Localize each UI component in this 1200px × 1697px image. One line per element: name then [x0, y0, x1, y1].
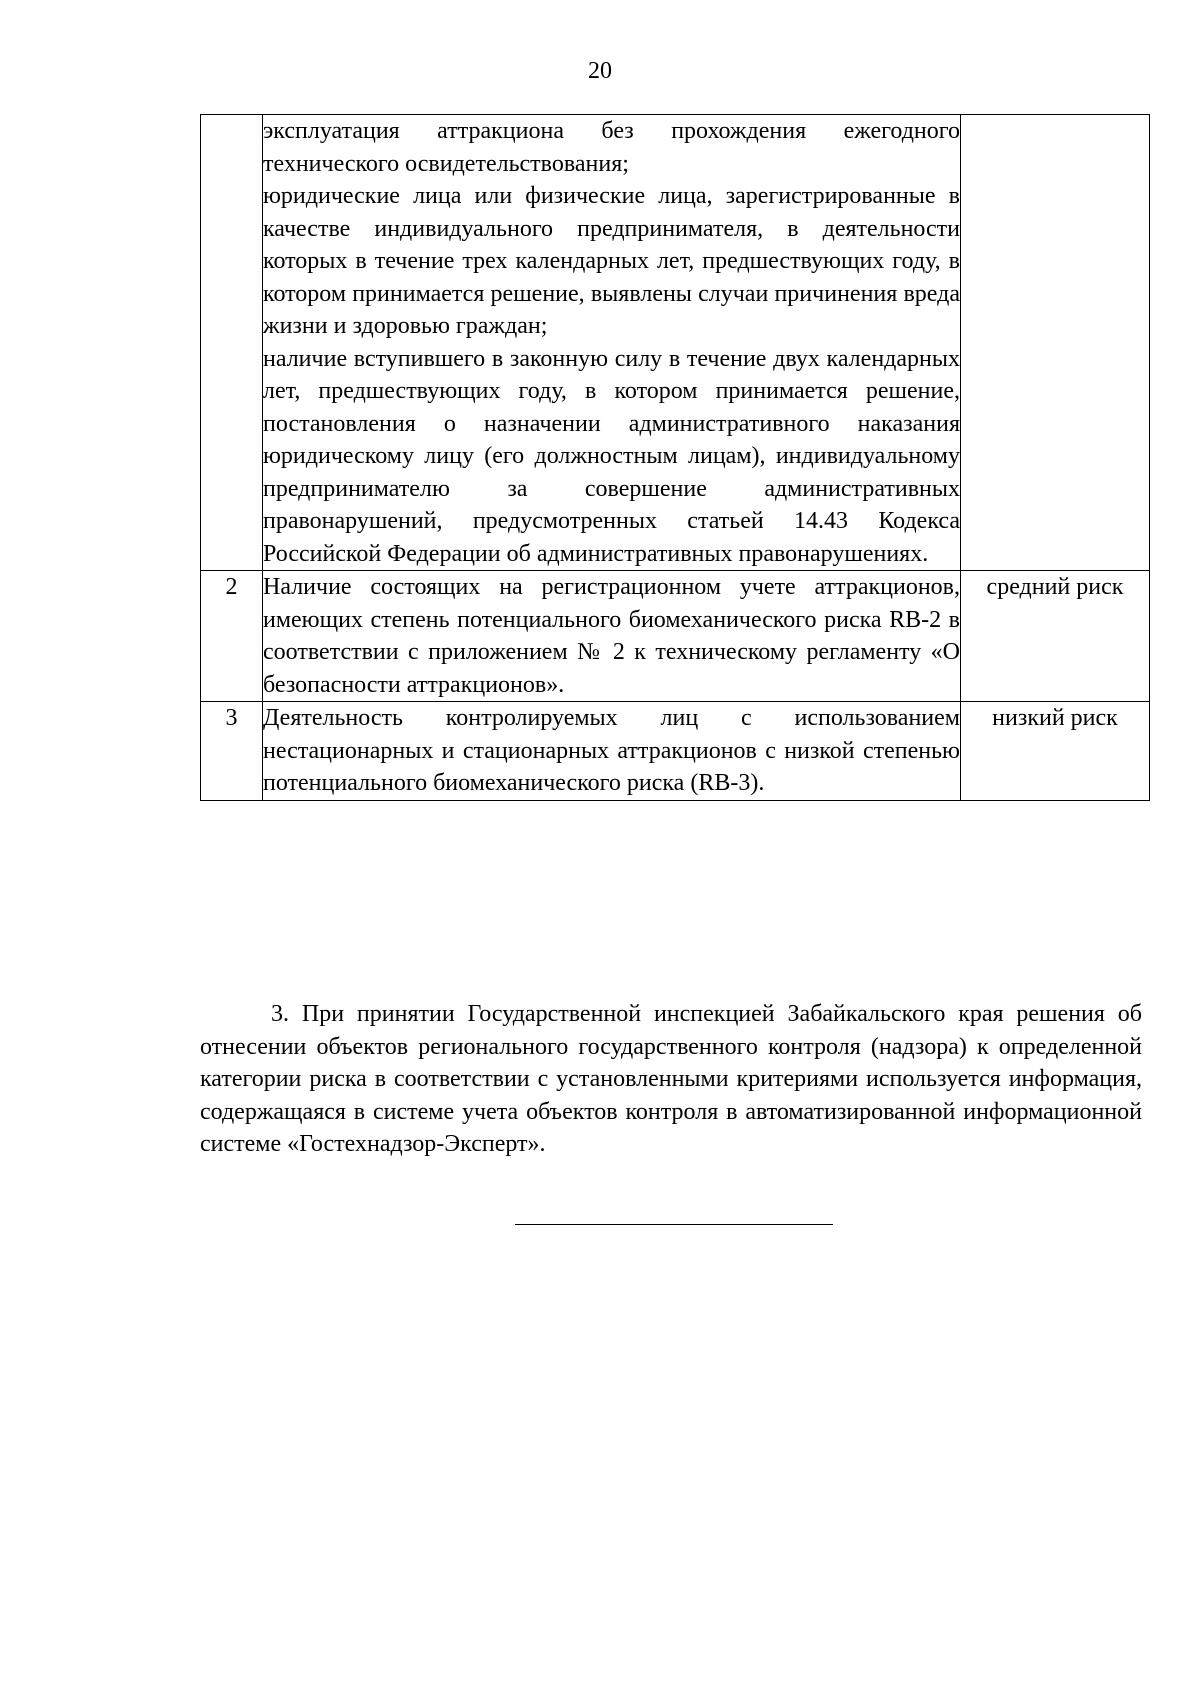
- criteria-paragraph: Деятельность контролируемых лиц с использованием нестационарных и стационарных аттракционов с низкой степенью потенциального биомеханического риска (RB-3).: [263, 705, 960, 796]
- criteria-paragraph: эксплуатация аттракциона без прохождения ежегодного технического освидетельствования;: [263, 118, 960, 177]
- table-row: [201, 571, 1150, 702]
- table-row: [201, 115, 1150, 571]
- row-number-cell: [201, 115, 263, 571]
- row-number-cell: 3: [201, 702, 263, 801]
- risk-category-cell: [961, 115, 1150, 571]
- end-divider: [515, 1224, 833, 1225]
- row-number-cell: 2: [201, 571, 263, 702]
- risk-criteria-table: [200, 114, 1150, 801]
- table-row: [201, 702, 1150, 801]
- criteria-text-cell: [263, 115, 961, 571]
- criteria-paragraph: Наличие состоящих на регистрационном учете аттракционов, имеющих степень потенциального биомеханического риска RB-2 в соответствии с приложением № 2 к техническому регламенту «О безопасности аттракционов».: [263, 574, 960, 698]
- risk-category-cell: низкий риск: [961, 702, 1150, 801]
- criteria-paragraph: наличие вступившего в законную силу в течение двух календарных лет, предшествующих году, в котором принимается решение, постановления о назначении административного наказания юридическому лицу (его должностным лицам), индивидуальному предпринимателю за совершение административных правонарушений, предусмотренных статьей 14.43 Кодекса Российской Федерации об административных правонарушениях.: [263, 345, 960, 567]
- criteria-text-cell: [263, 702, 961, 801]
- risk-category-cell: средний риск: [961, 571, 1150, 702]
- page-number: 20: [588, 58, 612, 84]
- criteria-text-cell: [263, 571, 961, 702]
- body-paragraph: 3. При принятии Государственной инспекцией Забайкальского края решения об отнесении объектов регионального государственного контроля (надзора) к определенной категории риска в соответствии с установленными критериями используется информация, содержащаяся в системе учета объектов контроля в автоматизированной информационной системе «Гостехнадзор-Эксперт».: [200, 1001, 1142, 1157]
- criteria-paragraph: юридические лица или физические лица, зарегистрированные в качестве индивидуального предпринимателя, в деятельности которых в течение трех календарных лет, предшествующих году, в котором принимается решение, выявлены случаи причинения вреда жизни и здоровью граждан;: [263, 183, 960, 339]
